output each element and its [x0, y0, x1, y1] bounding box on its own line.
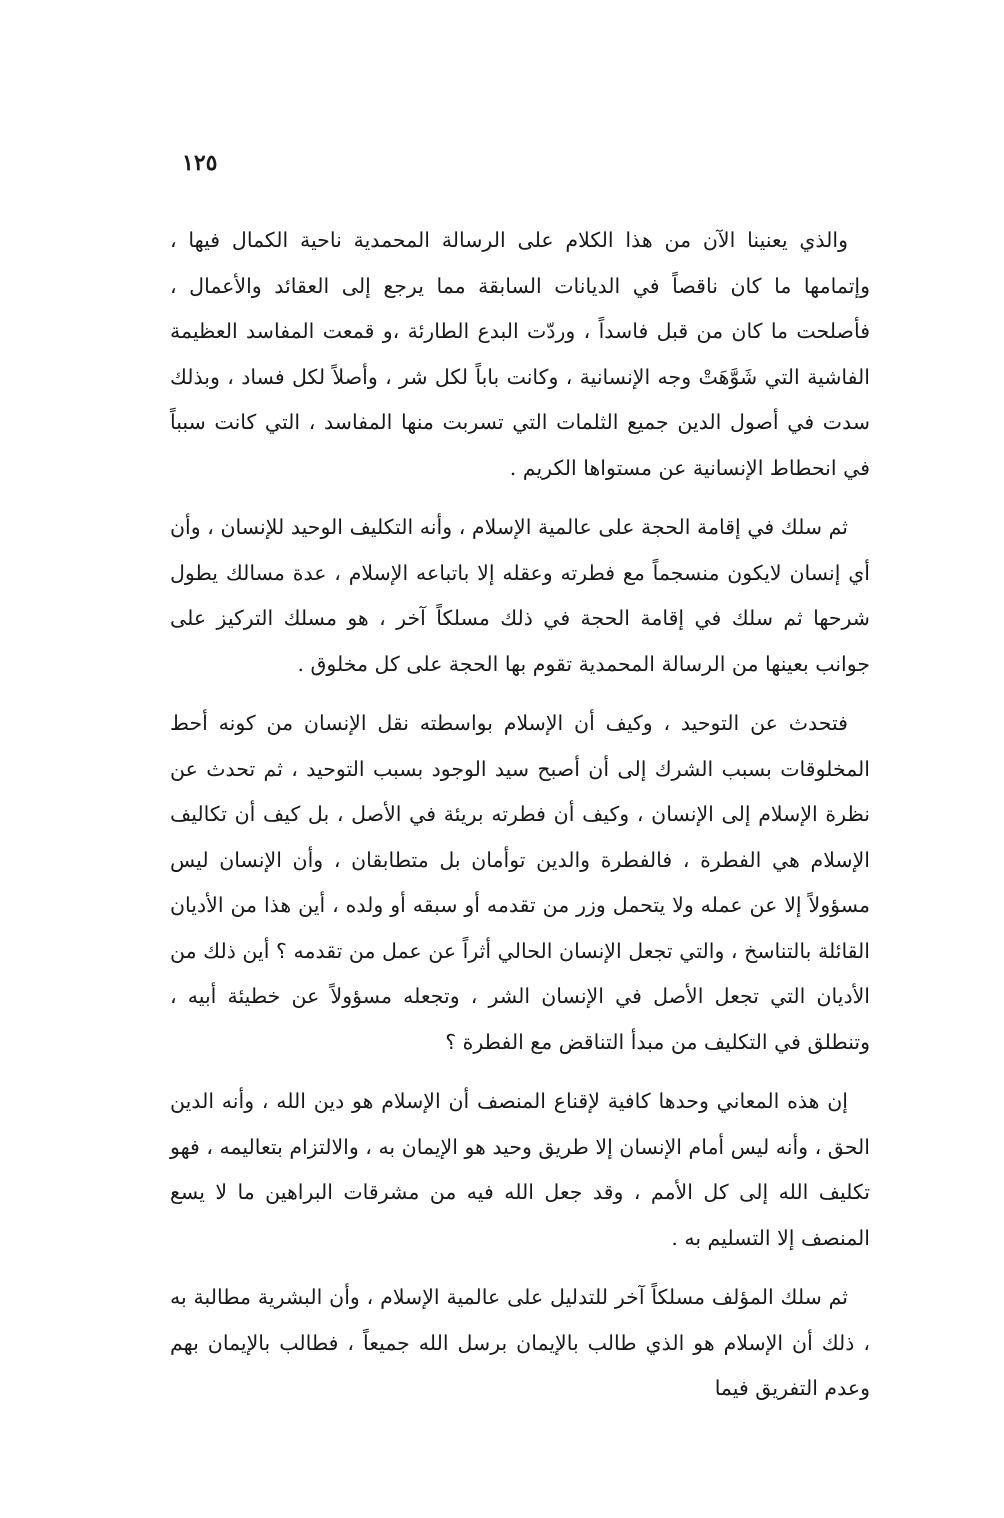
paragraph: ثم سلك في إقامة الحجة على عالمية الإسلام ، وأنه التكليف الوحيد للإنسان ، وأن أي إنسان لايكون منسجماً مع فطرته وعقله إلا باتباعه الإسلام ، عدة مسالك يطول شرحها ثم سلك في إقامة الحجة في ذلك مسلكاً آخر ، هو مسلك التركيز على جوانب بعينها من الرسالة المحمدية تقوم بها الحجة على كل مخلوق . [170, 515, 870, 676]
paragraph: ثم سلك المؤلف مسلكاً آخر للتدليل على عالمية الإسلام ، وأن البشرية مطالبة به ، ذلك أن الإسلام هو الذي طالب بالإيمان برسل الله جميعاً ، فطالب بالإيمان بهم وعدم التفريق فيما [170, 1285, 870, 1400]
paragraph: فتحدث عن التوحيد ، وكيف أن الإسلام بواسطته نقل الإنسان من كونه أحط المخلوقات بسبب الشرك إلى أن أصبح سيد الوجود بسبب التوحيد ، ثم تحدث عن نظرة الإسلام إلى الإنسان ، وكيف أن فطرته بريئة في الأصل ، بل كيف أن تكاليف الإسلام هي الفطرة ، فالفطرة والدين توأمان بل متطابقان ، وأن الإنسان ليس مسؤولاً إلا عن عمله ولا يتحمل وزر من تقدمه أو سبقه أو ولده ، أين هذا من الأديان القائلة بالتناسخ ، والتي تجعل الإنسان الحالي أثراً عن عمل من تقدمه ؟ أين ذلك من الأديان التي تجعل الأصل في الإنسان الشر ، وتجعله مسؤولاً عن خطيئة أبيه ، وتنطلق في التكليف من مبدأ التناقض مع الفطرة ؟ [170, 711, 870, 1054]
paragraph: والذي يعنينا الآن من هذا الكلام على الرسالة المحمدية ناحية الكمال فيها ، وإتمامها ما كان ناقصاً في الديانات السابقة مما يرجع إلى العقائد والأعمال ، فأصلحت ما كان من قبل فاسداً ، وردّت البدع الطارئة ،و قمعت المفاسد العظيمة الفاشية التي شَوَّهَتْ وجه الإنسانية ، وكانت باباً لكل شر ، وأصلاً لكل فساد ، وبذلك سدت في أصول الدين جميع الثلمات التي تسربت منها المفاسد ، التي كانت سبباً في انحطاط الإنسانية عن مستواها الكريم . [170, 228, 870, 480]
page-number: ١٢٥ [182, 150, 218, 176]
paragraph: إن هذه المعاني وحدها كافية لإقناع المنصف أن الإسلام هو دين الله ، وأنه الدين الحق ، وأنه ليس أمام الإنسان إلا طريق وحيد هو الإيمان به ، والالتزام بتعاليمه ، فهو تكليف الله إلى كل الأمم ، وقد جعل الله فيه من مشرقات البراهين ما لا يسع المنصف إلا التسليم به . [170, 1089, 870, 1250]
body-text [170, 218, 870, 1426]
